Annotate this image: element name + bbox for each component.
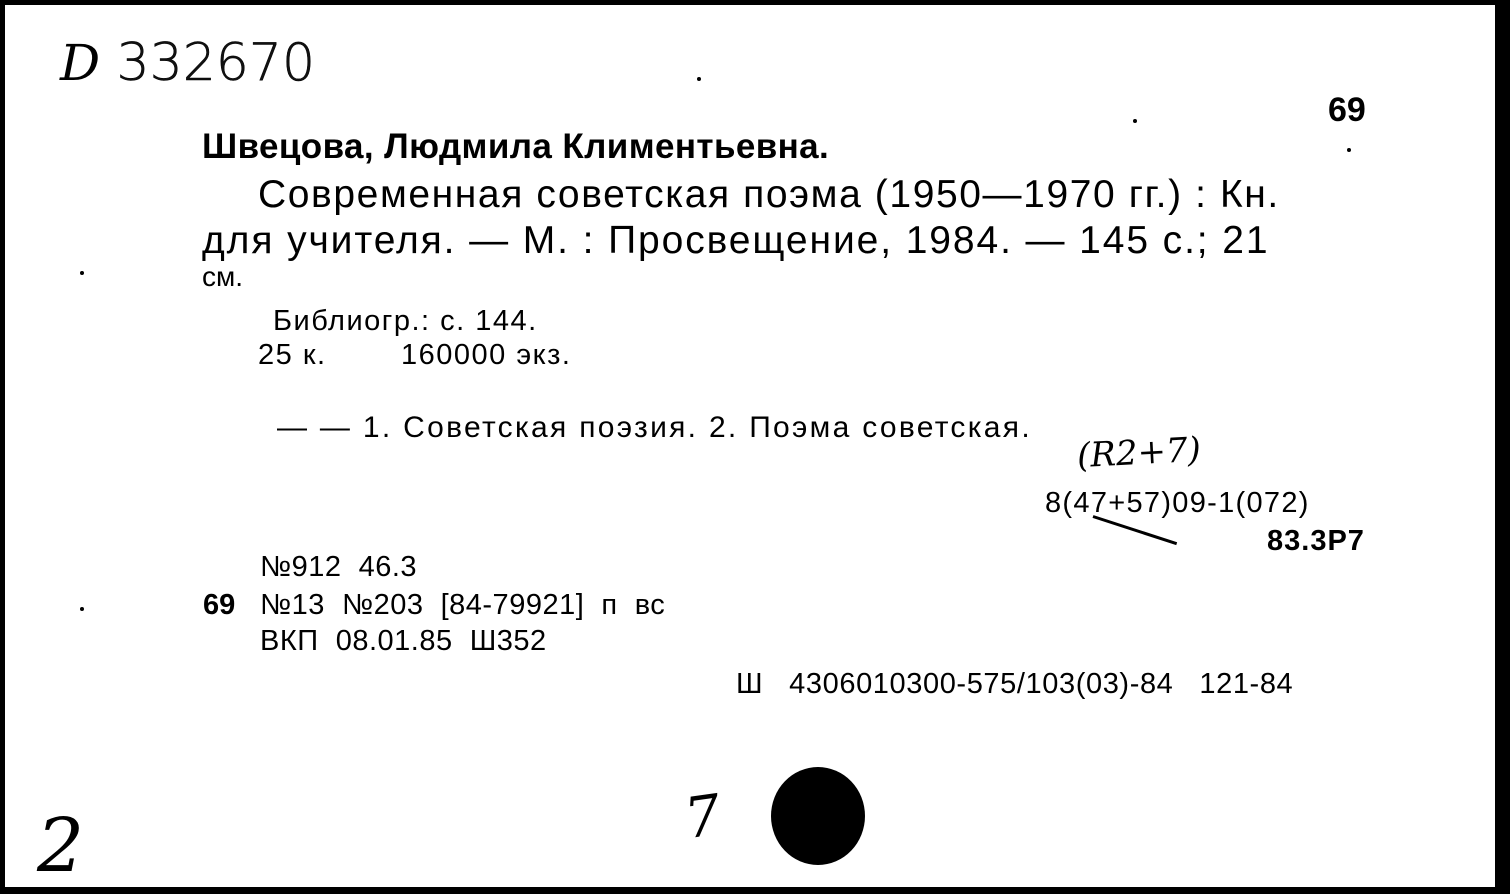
title-line-3: см. <box>202 261 244 292</box>
bbk-classification: 83.3Р7 <box>1267 525 1365 557</box>
price: 25 к. <box>258 339 327 371</box>
stamp-prefix: D <box>60 34 102 92</box>
title-line-1: Современная советская поэма (1950—1970 гг.) : Кн. <box>258 173 1280 216</box>
punched-hole <box>771 767 865 865</box>
handwritten-mark-center: 7 <box>680 782 725 853</box>
udc-strikethrough <box>1093 515 1178 545</box>
speck <box>80 607 84 611</box>
speck <box>1347 148 1351 152</box>
stamp-number: 332670 <box>116 33 316 93</box>
speck <box>697 77 701 81</box>
bibliography-note: Библиогр.: с. 144. <box>273 305 538 337</box>
speck <box>1133 119 1137 123</box>
print-run: 160000 экз. <box>401 339 572 371</box>
record-line-3: ВКП 08.01.85 Ш352 <box>260 625 547 657</box>
handwritten-mark-left: 2 <box>37 803 85 889</box>
subject-headings: — — 1. Советская поэзия. 2. Поэма советская. <box>277 411 1032 444</box>
catalog-card <box>3 3 1499 889</box>
record-line-1: №912 46.3 <box>260 551 418 583</box>
author-heading: Швецова, Людмила Климентьевна. <box>202 127 830 166</box>
record-line-2: №13 №203 [84-79921] п вс <box>260 589 666 621</box>
record-line-2-prefix: 69 <box>203 589 236 621</box>
inventory-stamp <box>60 33 315 93</box>
page-number: 69 <box>1328 91 1366 129</box>
handwritten-correction: (R2+7) <box>1076 429 1202 477</box>
udc-classification: 8(47+57)09-1(072) <box>1045 487 1310 519</box>
publisher-code-line: Ш 4306010300-575/103(03)-84 121-84 <box>736 668 1294 700</box>
speck <box>80 271 84 275</box>
title-line-2: для учителя. — М. : Просвещение, 1984. — 145 с.; 21 <box>202 219 1270 262</box>
